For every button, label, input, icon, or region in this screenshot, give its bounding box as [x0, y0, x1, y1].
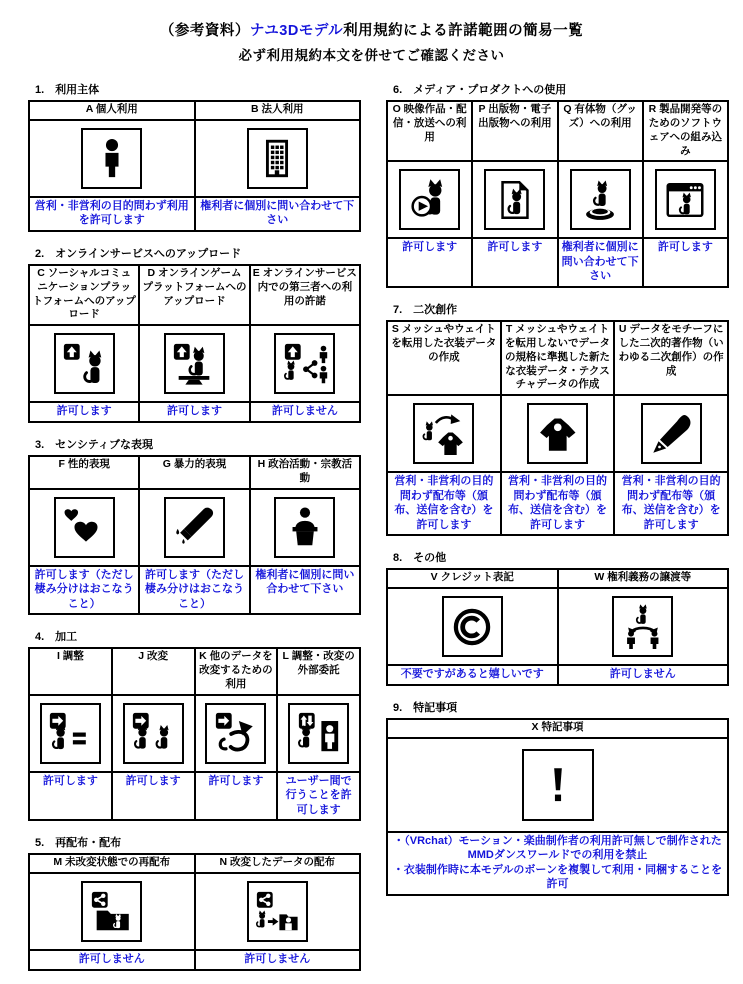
section-8 [386, 549, 729, 685]
copyright-icon [449, 604, 495, 650]
section-heading: 7. 二次創作 [393, 303, 458, 316]
item-label: R 製品開発等のためのソフトウェアへの組み込み [643, 101, 728, 161]
item-icon-cell [277, 695, 360, 772]
item-label: H 政治活動・宗教活動 [250, 456, 360, 489]
content-columns [0, 64, 743, 984]
building-icon [254, 135, 300, 181]
permission-table [386, 718, 729, 896]
item-label: K 他のデータを改変するための利用 [195, 648, 278, 695]
title-model-name: ナユ3Dモデル [249, 23, 344, 39]
fanart-pen-icon [648, 411, 694, 457]
item-icon-cell [112, 695, 195, 772]
item-icon-cell [139, 489, 249, 566]
rights-transfer-icon [620, 604, 666, 650]
section-heading: 1. 利用主体 [35, 84, 100, 96]
item-label: P 出版物・電子出版物への利用 [472, 101, 557, 161]
item-status: 許可しません [558, 665, 729, 685]
goods-icon [577, 177, 623, 223]
podium-icon [282, 504, 328, 550]
item-icon-box [54, 497, 115, 558]
section-heading: 3. センシティブな表現 [35, 438, 154, 451]
item-label: E オンラインサービス内での第三者への利用の許諾 [250, 265, 360, 325]
modify-icon [130, 710, 176, 756]
item-icon-box [399, 169, 460, 230]
permission-table [28, 264, 361, 423]
page-title [0, 19, 743, 40]
item-icon-box [442, 596, 503, 657]
section-heading: 9. 特記事項 [393, 701, 458, 714]
item-status: 許可します [29, 772, 112, 821]
section-1 [28, 81, 361, 232]
item-icon-box [81, 881, 142, 942]
item-icon-box [164, 333, 225, 394]
item-icon-box [612, 596, 673, 657]
section-7 [386, 301, 729, 536]
item-status: 許可します [472, 238, 557, 287]
item-label: G 暴力的表現 [139, 456, 249, 489]
item-label: L 調整・改変の外部委託 [277, 648, 360, 695]
item-icon-box [247, 881, 308, 942]
item-icon-box [570, 169, 631, 230]
exclamation-icon [535, 762, 581, 808]
section-heading: 2. オンラインサービスへのアップロード [35, 247, 242, 260]
item-label: W 権利義務の譲渡等 [558, 569, 729, 588]
item-label: I 調整 [29, 648, 112, 695]
section-heading: 6. メディア・プロダクトへの使用 [393, 84, 567, 96]
item-label: A 個人利用 [29, 101, 195, 120]
item-status: 許可します [643, 238, 728, 287]
item-status: 許可します [387, 238, 472, 287]
item-icon-cell [501, 395, 615, 472]
item-icon-cell [29, 489, 139, 566]
outsource-icon [296, 710, 342, 756]
item-icon-box [484, 169, 545, 230]
item-icon-cell [643, 161, 728, 238]
item-label: M 未改変状態での再配布 [29, 854, 195, 873]
item-label: T メッシュやウェイトを転用しないでデータの規格に準拠した新たな衣装データ・テクスチャデータの作成 [501, 321, 615, 395]
title-prefix: （参考資料） [159, 23, 250, 39]
item-label: D オンラインゲームプラットフォームへのアップロード [139, 265, 249, 325]
section-2 [28, 245, 361, 423]
item-icon-cell [29, 120, 195, 197]
item-status: 営利・非営利の目的問わず配布等（頒布、送信を含む）を許可します [501, 472, 615, 535]
item-status: 不要ですがあると嬉しいです [387, 665, 558, 685]
column-right [386, 81, 729, 909]
adjust-icon [47, 710, 93, 756]
item-status: 許可します [139, 402, 249, 422]
upload-thirdparty-icon [282, 341, 328, 387]
section-heading: 4. 加工 [35, 631, 78, 644]
section-3 [28, 436, 361, 615]
permission-table [386, 320, 729, 536]
item-icon-box [274, 333, 335, 394]
item-status: 営利・非営利の目的問わず利用を許可します [29, 197, 195, 231]
item-label: O 映像作品・配信・放送への利用 [387, 101, 472, 161]
item-status: 許可しません [29, 950, 195, 970]
item-icon-cell [387, 395, 501, 472]
item-icon-box [274, 497, 335, 558]
item-icon-cell [558, 161, 643, 238]
item-icon-box [205, 703, 266, 764]
video-icon [407, 177, 453, 223]
item-label: B 法人利用 [195, 101, 361, 120]
item-icon-box [164, 497, 225, 558]
item-icon-cell [558, 588, 729, 665]
upload-social-icon [61, 341, 107, 387]
item-label: F 性的表現 [29, 456, 139, 489]
item-status: 許可します [195, 772, 278, 821]
item-icon-box [81, 128, 142, 189]
item-status: 権利者に個別に問い合わせて下さい [558, 238, 643, 287]
section-heading: 5. 再配布・配布 [35, 837, 122, 850]
permission-table [28, 100, 361, 232]
item-status: 権利者に個別に問い合わせて下さい [250, 566, 360, 615]
item-icon-box [288, 703, 349, 764]
modify-other-data-icon [213, 710, 259, 756]
distribute-modified-icon [254, 889, 300, 935]
redistribute-icon [89, 889, 135, 935]
permission-table [386, 100, 729, 288]
item-label: J 改変 [112, 648, 195, 695]
item-icon-box [641, 403, 702, 464]
item-icon-cell [387, 588, 558, 665]
permission-table [28, 647, 361, 821]
item-icon-box [40, 703, 101, 764]
item-status: 許可しません [195, 950, 361, 970]
upload-game-icon [171, 341, 217, 387]
item-label: U データをモチーフにした二次的著作物（いわゆる二次創作）の作成 [614, 321, 728, 395]
permission-table [28, 853, 361, 970]
item-status: 許可します（ただし棲み分けはおこなうこと） [29, 566, 139, 615]
person-icon [89, 135, 135, 181]
item-icon-box [527, 403, 588, 464]
page-subtitle: 必ず利用規約本文を併せてご確認ください [238, 48, 505, 63]
item-status [387, 832, 728, 895]
item-icon-box [247, 128, 308, 189]
section-heading: 8. その他 [393, 552, 447, 565]
item-label: C ソーシャルコミュニケーションプラットフォームへのアップロード [29, 265, 139, 325]
mesh-reuse-icon [421, 411, 467, 457]
item-status: 営利・非営利の目的問わず配布等（頒布、送信を含む）を許可します [614, 472, 728, 535]
item-icon-cell [195, 120, 361, 197]
item-icon-cell [472, 161, 557, 238]
section-9 [386, 699, 729, 896]
item-status: 許可します（ただし棲み分けはおこなうこと） [139, 566, 249, 615]
item-label: V クレジット表記 [387, 569, 558, 588]
item-icon-box [655, 169, 716, 230]
item-icon-box [522, 749, 594, 821]
item-label: Q 有体物（グッズ）への利用 [558, 101, 643, 161]
permission-table [28, 455, 361, 615]
column-left [28, 81, 361, 984]
item-label: N 改変したデータの配布 [195, 854, 361, 873]
item-icon-cell [139, 325, 249, 402]
item-icon-cell [250, 325, 360, 402]
item-status: 許可します [29, 402, 139, 422]
item-status: 許可しません [250, 402, 360, 422]
item-icon-cell [614, 395, 728, 472]
special-note-line: ・（VRchat）モーション・楽曲制作者の利用許可無しで制作されたMMDダンスワールドでの利用を禁止 [393, 834, 722, 862]
item-icon-cell [195, 873, 361, 950]
item-icon-box [123, 703, 184, 764]
item-status: 権利者に個別に問い合わせて下さい [195, 197, 361, 231]
section-6 [386, 81, 729, 288]
knife-icon [171, 504, 217, 550]
special-note-line: ・衣装制作時に本モデルのボーンを複製して利用・同梱することを許可 [392, 863, 723, 891]
item-icon-cell [195, 695, 278, 772]
publication-icon [492, 177, 538, 223]
item-status: 許可します [112, 772, 195, 821]
item-icon-cell [29, 695, 112, 772]
new-costume-icon [534, 411, 580, 457]
section-4 [28, 628, 361, 821]
item-icon-cell [29, 873, 195, 950]
item-icon-cell [387, 161, 472, 238]
item-icon-box [54, 333, 115, 394]
title-suffix: 利用規約による許諾範囲の簡易一覧 [343, 23, 584, 39]
software-icon [662, 177, 708, 223]
item-status: ユーザー間で行うことを許可します [277, 772, 360, 821]
item-icon-cell [29, 325, 139, 402]
item-label: X 特記事項 [387, 719, 728, 738]
section-5 [28, 834, 361, 970]
permission-table [386, 568, 729, 685]
hearts-icon [61, 504, 107, 550]
item-icon-cell [250, 489, 360, 566]
item-icon-cell [387, 738, 728, 832]
item-status: 営利・非営利の目的問わず配布等（頒布、送信を含む）を許可します [387, 472, 501, 535]
item-icon-box [413, 403, 474, 464]
item-label: S メッシュやウェイトを転用した衣装データの作成 [387, 321, 501, 395]
